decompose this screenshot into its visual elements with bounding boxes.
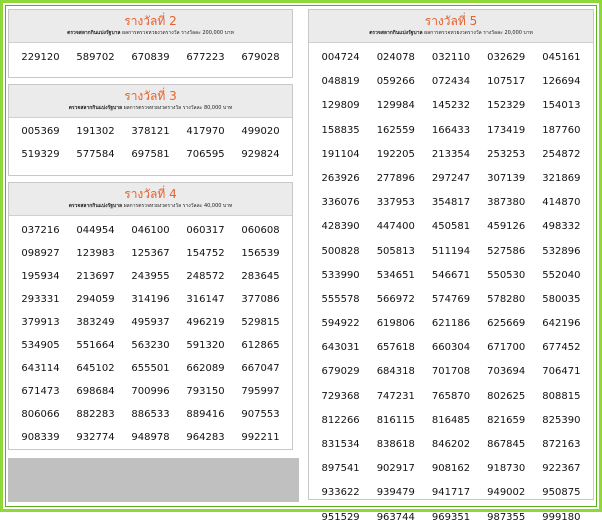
prize-number: 969351 <box>431 511 471 523</box>
prize-number: 417970 <box>186 126 225 137</box>
prize-number: 145232 <box>431 100 471 112</box>
prize-number: 129984 <box>376 100 415 112</box>
prize-number: 337953 <box>376 197 415 209</box>
prize-number: 045161 <box>542 52 581 63</box>
prize-number: 126694 <box>542 76 581 88</box>
prize-number: 354817 <box>431 197 471 209</box>
prize-number: 060317 <box>186 225 225 236</box>
prize-number: 447400 <box>376 221 415 233</box>
prize-number: 574769 <box>431 293 471 305</box>
prize-number: 297247 <box>431 172 471 184</box>
prize-number: 679028 <box>241 52 280 63</box>
prize-number: 566972 <box>376 293 415 305</box>
prize-number: 670839 <box>131 52 170 63</box>
prize-number: 882283 <box>76 409 115 420</box>
prize-number: 897541 <box>321 463 360 475</box>
prize-2-subtitle <box>9 29 292 37</box>
prize-number: 643031 <box>321 342 360 354</box>
prize-number: 378121 <box>131 126 170 137</box>
prize-4-panel <box>8 182 293 450</box>
prize-number: 918730 <box>487 463 526 475</box>
prize-number: 793150 <box>186 386 225 397</box>
prize-2-panel <box>8 9 293 78</box>
prize-number: 908162 <box>431 463 471 475</box>
prize-number: 459126 <box>487 221 526 233</box>
prize-number: 263926 <box>321 172 360 184</box>
prize-number: 098927 <box>21 248 60 259</box>
prize-number: 187760 <box>542 124 581 136</box>
prize-number: 677223 <box>186 52 225 63</box>
prize-number: 948978 <box>131 432 170 443</box>
prize-2-subtitle-text: ผลการตรวจหวยงวดรางวัล รางวัลละ 200,000 บาท <box>122 30 234 36</box>
prize-number: 950875 <box>542 487 581 499</box>
prize-4-subtitle-text: ผลการตรวจหวยงวดรางวัล รางวัลละ 40,000 บาท <box>123 203 233 209</box>
prize-number: 059266 <box>376 76 415 88</box>
prize-number: 701708 <box>431 366 471 378</box>
prize-number: 684318 <box>376 366 415 378</box>
prize-number: 941717 <box>431 487 471 499</box>
prize-number: 534651 <box>376 269 415 281</box>
prize-number: 154013 <box>542 100 581 112</box>
prize-4-title: รางวัลที่ 4 <box>124 187 177 201</box>
prize-3-panel <box>8 84 293 176</box>
prize-number: 129809 <box>321 100 360 112</box>
prize-4-subtitle-bold: ตรวจสลากกินแบ่งรัฐบาล <box>68 203 123 209</box>
prize-number: 795997 <box>241 386 280 397</box>
prize-number: 619806 <box>376 318 415 330</box>
prize-number: 213354 <box>431 148 471 160</box>
prize-number: 812266 <box>321 414 360 426</box>
prize-number: 032629 <box>487 52 526 63</box>
prize-number: 660304 <box>431 342 471 354</box>
prize-number: 939479 <box>376 487 415 499</box>
prize-number: 496219 <box>186 317 225 328</box>
prize-number: 821659 <box>487 414 526 426</box>
prize-number: 519329 <box>21 149 60 160</box>
prize-number: 379913 <box>21 317 60 328</box>
prize-number: 004724 <box>321 52 360 63</box>
prize-number: 383249 <box>76 317 115 328</box>
prize-number: 248572 <box>186 271 225 282</box>
prize-number: 529815 <box>241 317 280 328</box>
prize-2-header <box>9 10 292 43</box>
prize-3-subtitle <box>9 104 292 112</box>
prize-number: 700996 <box>131 386 170 397</box>
prize-number: 499020 <box>241 126 280 137</box>
prize-number: 999180 <box>542 511 581 523</box>
prize-number: 158835 <box>321 124 360 136</box>
prize-number: 729368 <box>321 390 360 402</box>
prize-number: 166433 <box>431 124 471 136</box>
prize-4-numbers <box>9 216 292 449</box>
prize-number: 838618 <box>376 439 415 450</box>
prize-number: 123983 <box>76 248 115 259</box>
prize-number: 902917 <box>376 463 415 475</box>
prize-number: 806066 <box>21 409 60 420</box>
prize-number: 024078 <box>376 52 415 63</box>
prize-5-title: รางวัลที่ 5 <box>424 14 478 28</box>
prize-number: 643114 <box>21 363 60 374</box>
prize-number: 387380 <box>487 197 526 209</box>
gray-placeholder-block <box>8 458 299 502</box>
prize-number: 152329 <box>487 100 526 112</box>
prize-number: 831534 <box>321 439 360 450</box>
prize-number: 802625 <box>487 390 526 402</box>
prize-number: 213697 <box>76 271 115 282</box>
prize-number: 677452 <box>542 342 581 354</box>
prize-number: 563230 <box>131 340 170 351</box>
prize-3-title: รางวัลที่ 3 <box>124 89 177 103</box>
prize-number: 662089 <box>186 363 225 374</box>
prize-number: 578280 <box>487 293 526 305</box>
prize-5-subtitle-text: ผลการตรวจหวยงวดรางวัล รางวัลละ 20,000 บาท <box>424 30 533 36</box>
prize-number: 162559 <box>376 124 415 136</box>
prize-number: 551664 <box>76 340 115 351</box>
prize-number: 577584 <box>76 149 115 160</box>
prize-number: 048819 <box>321 76 360 88</box>
prize-number: 253253 <box>487 148 526 160</box>
prize-number: 156539 <box>241 248 280 259</box>
prize-number: 825390 <box>542 414 581 426</box>
prize-number: 657618 <box>376 342 415 354</box>
prize-number: 933622 <box>321 487 360 499</box>
prize-number: 951529 <box>321 511 360 523</box>
prize-number: 154752 <box>186 248 225 259</box>
prize-number: 527586 <box>487 245 526 257</box>
prize-number: 886533 <box>131 409 170 420</box>
prize-number: 107517 <box>487 76 526 88</box>
prize-number: 589702 <box>76 52 115 63</box>
prize-number: 032110 <box>431 52 471 63</box>
prize-number: 505813 <box>376 245 415 257</box>
prize-number: 060608 <box>241 225 280 236</box>
prize-5-numbers <box>309 43 593 530</box>
prize-number: 889416 <box>186 409 225 420</box>
prize-number: 293331 <box>21 294 60 305</box>
prize-number: 254872 <box>542 148 581 160</box>
prize-number: 987355 <box>487 511 526 523</box>
prize-number: 846202 <box>431 439 471 450</box>
prize-number: 621186 <box>431 318 471 330</box>
prize-number: 336076 <box>321 197 360 209</box>
prize-number: 808815 <box>542 390 581 402</box>
prize-3-subtitle-bold: ตรวจสลากกินแบ่งรัฐบาล <box>68 105 123 111</box>
prize-number: 992211 <box>241 432 280 443</box>
prize-number: 173419 <box>487 124 526 136</box>
prize-number: 191104 <box>321 148 360 160</box>
prize-3-numbers <box>9 118 292 166</box>
prize-5-subtitle <box>309 29 593 37</box>
prize-number: 316147 <box>186 294 225 305</box>
prize-number: 922367 <box>542 463 581 475</box>
prize-number: 671700 <box>487 342 526 354</box>
prize-number: 816485 <box>431 414 471 426</box>
prize-number: 037216 <box>21 225 60 236</box>
prize-number: 747231 <box>376 390 415 402</box>
prize-number: 932774 <box>76 432 115 443</box>
prize-5-subtitle-bold: ตรวจสลากกินแบ่งรัฐบาล <box>369 30 423 36</box>
prize-number: 125367 <box>131 248 170 259</box>
prize-number: 498332 <box>542 221 581 233</box>
prize-number: 534905 <box>21 340 60 351</box>
prize-number: 314196 <box>131 294 170 305</box>
prize-number: 642196 <box>542 318 581 330</box>
prize-4-subtitle <box>9 202 292 210</box>
prize-number: 949002 <box>487 487 526 499</box>
prize-number: 229120 <box>21 52 60 63</box>
prize-number: 872163 <box>542 439 581 450</box>
prize-number: 580035 <box>542 293 581 305</box>
prize-number: 655501 <box>131 363 170 374</box>
prize-number: 929824 <box>241 149 280 160</box>
prize-number: 703694 <box>487 366 526 378</box>
prize-number: 706595 <box>186 149 225 160</box>
prize-number: 907553 <box>241 409 280 420</box>
prize-number: 321869 <box>542 172 581 184</box>
prize-number: 307139 <box>487 172 526 184</box>
prize-number: 072434 <box>431 76 471 88</box>
prize-2-subtitle-bold: ตรวจสลากกินแบ่งรัฐบาล <box>67 30 121 36</box>
prize-number: 428390 <box>321 221 360 233</box>
prize-number: 964283 <box>186 432 225 443</box>
prize-number: 591320 <box>186 340 225 351</box>
prize-number: 243955 <box>131 271 170 282</box>
prize-number: 450581 <box>431 221 471 233</box>
prize-2-title: รางวัลที่ 2 <box>124 14 177 28</box>
prize-number: 765870 <box>431 390 471 402</box>
prize-number: 867845 <box>487 439 526 450</box>
prize-number: 706471 <box>542 366 581 378</box>
prize-number: 377086 <box>241 294 280 305</box>
prize-number: 908339 <box>21 432 60 443</box>
prize-number: 552040 <box>542 269 581 281</box>
prize-number: 546671 <box>431 269 471 281</box>
prize-number: 294059 <box>76 294 115 305</box>
prize-number: 698684 <box>76 386 115 397</box>
prize-number: 005369 <box>21 126 60 137</box>
prize-number: 277896 <box>376 172 415 184</box>
prize-number: 500828 <box>321 245 360 257</box>
prize-number: 594922 <box>321 318 360 330</box>
prize-number: 283645 <box>241 271 280 282</box>
prize-3-subtitle-text: ผลการตรวจหวยงวดรางวัล รางวัลละ 80,000 บาท <box>123 105 233 111</box>
prize-number: 667047 <box>241 363 280 374</box>
prize-5-panel <box>308 9 594 523</box>
prize-number: 414870 <box>542 197 581 209</box>
prize-3-header <box>9 85 292 118</box>
prize-number: 046100 <box>131 225 170 236</box>
prize-2-numbers <box>9 43 292 69</box>
prize-number: 679029 <box>321 366 360 378</box>
prize-4-header <box>9 183 292 216</box>
prize-number: 550530 <box>487 269 526 281</box>
prize-number: 192205 <box>376 148 415 160</box>
prize-number: 625669 <box>487 318 526 330</box>
prize-number: 671473 <box>21 386 60 397</box>
prize-number: 533990 <box>321 269 360 281</box>
prize-number: 963744 <box>376 511 415 523</box>
prize-number: 645102 <box>76 363 115 374</box>
prize-number: 495937 <box>131 317 170 328</box>
prize-number: 532896 <box>542 245 581 257</box>
prize-number: 816115 <box>376 414 415 426</box>
prize-number: 697581 <box>131 149 170 160</box>
prize-number: 612865 <box>241 340 280 351</box>
prize-5-header <box>309 10 593 43</box>
prize-number: 044954 <box>76 225 115 236</box>
prize-number: 511194 <box>431 245 471 257</box>
prize-number: 555578 <box>321 293 360 305</box>
prize-number: 195934 <box>21 271 60 282</box>
prize-number: 191302 <box>76 126 115 137</box>
